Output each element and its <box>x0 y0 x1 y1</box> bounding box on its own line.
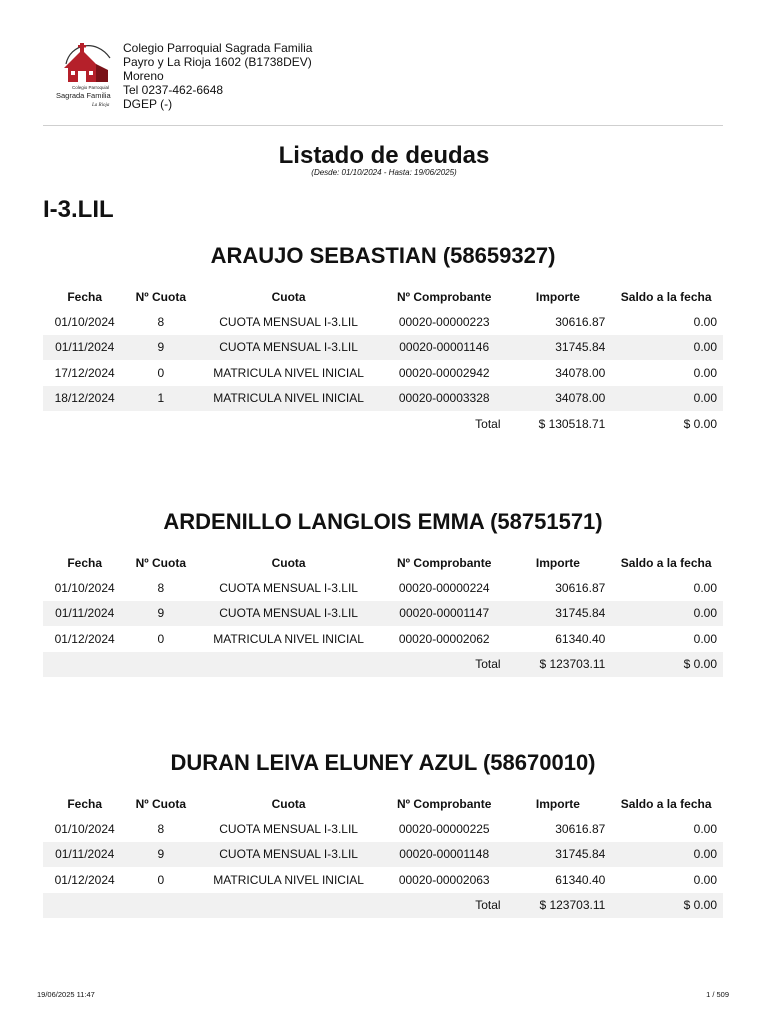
student-name: ARDENILLO LANGLOIS EMMA (58751571) <box>163 509 603 534</box>
column-header: Importe <box>535 797 580 811</box>
cell-importe: 61340.40 <box>555 872 606 887</box>
cell-cuota: CUOTA MENSUAL I-3.LIL <box>219 314 358 329</box>
cell-comprobante: 00020-00002063 <box>398 872 490 887</box>
cell-saldo: 0.00 <box>693 821 717 836</box>
school-info <box>123 41 312 111</box>
cell-fecha: 01/12/2024 <box>54 872 115 887</box>
cell-importe: 34078.00 <box>555 365 606 380</box>
table-row <box>43 842 723 868</box>
report-date-range: (Desde: 01/10/2024 - Hasta: 19/06/2025) <box>311 168 457 177</box>
column-header: Cuota <box>271 797 306 811</box>
cell-fecha: 01/11/2024 <box>43 601 126 627</box>
table-row <box>43 335 723 361</box>
total-row <box>43 411 723 437</box>
cell-saldo: 0.00 <box>609 335 723 361</box>
cell-saldo: 0.00 <box>693 365 717 380</box>
report-title: Listado de deudas <box>278 142 490 169</box>
total-label: Total <box>475 416 501 431</box>
total-label: Total <box>382 652 507 678</box>
school-phone: Tel 0237-462-6648 <box>123 83 224 97</box>
cell-comprobante: 00020-00002062 <box>398 631 490 646</box>
cell-num: 9 <box>126 335 195 361</box>
cell-num: 1 <box>126 386 195 412</box>
cell-fecha: 01/11/2024 <box>43 335 126 361</box>
table-header-row <box>43 285 723 309</box>
student-section <box>43 505 723 677</box>
cell-importe: 31745.84 <box>507 335 610 361</box>
svg-text:La Rioja: La Rioja <box>92 103 110 108</box>
cell-cuota: CUOTA MENSUAL I-3.LIL <box>219 580 358 595</box>
table-header-row <box>43 551 723 575</box>
print-datetime: 19/06/2025 11:47 <box>37 990 95 999</box>
cell-cuota: CUOTA MENSUAL I-3.LIL <box>195 335 382 361</box>
cell-importe: 34078.00 <box>507 386 610 412</box>
cell-comprobante: 00020-00000225 <box>398 821 490 836</box>
cell-fecha: 17/12/2024 <box>54 365 115 380</box>
table-row <box>43 575 723 601</box>
cell-num: 0 <box>157 872 165 887</box>
table-row <box>43 360 723 386</box>
cell-comprobante: 00020-00001147 <box>382 601 507 627</box>
cell-fecha: 01/11/2024 <box>43 842 126 868</box>
school-city: Moreno <box>123 69 164 83</box>
cell-cuota: CUOTA MENSUAL I-3.LIL <box>219 821 358 836</box>
column-header: Nº Cuota <box>135 290 187 304</box>
cell-num: 8 <box>157 314 165 329</box>
cell-num: 0 <box>157 365 165 380</box>
school-dgep: DGEP (-) <box>123 97 173 111</box>
student-section <box>43 239 723 437</box>
cell-fecha: 01/10/2024 <box>54 821 115 836</box>
column-header: Fecha <box>67 556 102 570</box>
student-name: ARAUJO SEBASTIAN (58659327) <box>210 243 556 268</box>
table-row <box>43 867 723 893</box>
cell-comprobante: 00020-00001146 <box>382 335 507 361</box>
student-section <box>43 746 723 918</box>
table-row <box>43 816 723 842</box>
document-header <box>52 40 732 114</box>
cell-cuota: CUOTA MENSUAL I-3.LIL <box>195 601 382 627</box>
cell-cuota: MATRICULA NIVEL INICIAL <box>195 386 382 412</box>
cell-saldo: 0.00 <box>693 631 717 646</box>
cell-importe: 31745.84 <box>507 842 610 868</box>
column-header: Nº Comprobante <box>397 797 492 811</box>
cell-importe: 30616.87 <box>555 821 606 836</box>
debt-table <box>43 551 723 677</box>
svg-text:Colegio Parroquial: Colegio Parroquial <box>72 85 110 90</box>
cell-num: 8 <box>157 580 165 595</box>
column-header: Saldo a la fecha <box>620 556 712 570</box>
cell-saldo: 0.00 <box>609 842 723 868</box>
table-row <box>43 626 723 652</box>
cell-saldo: 0.00 <box>609 386 723 412</box>
total-label: Total <box>382 893 507 919</box>
cell-saldo: 0.00 <box>693 314 717 329</box>
column-header: Cuota <box>271 556 306 570</box>
total-row <box>43 652 723 678</box>
debt-table <box>43 285 723 437</box>
column-header: Cuota <box>271 290 306 304</box>
cell-fecha: 01/10/2024 <box>54 580 115 595</box>
school-name: Colegio Parroquial Sagrada Familia <box>123 41 313 55</box>
column-header: Importe <box>535 290 580 304</box>
cell-comprobante: 00020-00001148 <box>382 842 507 868</box>
column-header: Saldo a la fecha <box>620 290 712 304</box>
cell-num: 9 <box>126 842 195 868</box>
school-logo <box>52 40 116 112</box>
table-row <box>43 309 723 335</box>
cell-comprobante: 00020-00000224 <box>398 580 490 595</box>
cell-cuota: MATRICULA NIVEL INICIAL <box>213 872 364 887</box>
cell-importe: 30616.87 <box>555 314 606 329</box>
header-divider <box>43 125 723 126</box>
school-address: Payro y La Rioja 1602 (B1738DEV) <box>123 55 312 69</box>
cell-saldo: 0.00 <box>693 580 717 595</box>
total-importe: $ 123703.11 <box>507 652 610 678</box>
column-header: Fecha <box>67 290 102 304</box>
cell-fecha: 01/12/2024 <box>54 631 115 646</box>
cell-cuota: CUOTA MENSUAL I-3.LIL <box>195 842 382 868</box>
total-importe: $ 123703.11 <box>507 893 610 919</box>
cell-cuota: MATRICULA NIVEL INICIAL <box>213 365 364 380</box>
debt-table <box>43 792 723 918</box>
table-row <box>43 386 723 412</box>
cell-comprobante: 00020-00003328 <box>382 386 507 412</box>
cell-num: 9 <box>126 601 195 627</box>
column-header: Nº Cuota <box>135 797 187 811</box>
column-header: Nº Comprobante <box>397 290 492 304</box>
table-row <box>43 601 723 627</box>
table-header-row <box>43 792 723 816</box>
cell-cuota: MATRICULA NIVEL INICIAL <box>213 631 364 646</box>
total-saldo: $ 0.00 <box>609 652 723 678</box>
cell-comprobante: 00020-00002942 <box>398 365 490 380</box>
column-header: Importe <box>535 556 580 570</box>
student-name: DURAN LEIVA ELUNEY AZUL (58670010) <box>170 750 596 775</box>
total-saldo: $ 0.00 <box>683 416 717 431</box>
column-header: Nº Comprobante <box>397 556 492 570</box>
column-header: Nº Cuota <box>135 556 187 570</box>
cell-fecha: 18/12/2024 <box>43 386 126 412</box>
cell-saldo: 0.00 <box>693 872 717 887</box>
column-header: Fecha <box>67 797 102 811</box>
cell-num: 8 <box>157 821 165 836</box>
cell-comprobante: 00020-00000223 <box>398 314 490 329</box>
svg-text:Sagrada Familia: Sagrada Familia <box>56 91 111 100</box>
column-header: Saldo a la fecha <box>620 797 712 811</box>
cell-num: 0 <box>157 631 165 646</box>
total-importe: $ 130518.71 <box>538 416 606 431</box>
total-row <box>43 893 723 919</box>
page-number: 1 / 509 <box>706 990 729 999</box>
cell-importe: 61340.40 <box>555 631 606 646</box>
cell-fecha: 01/10/2024 <box>54 314 115 329</box>
cell-importe: 31745.84 <box>507 601 610 627</box>
group-title: I-3.LIL <box>43 196 114 223</box>
cell-importe: 30616.87 <box>555 580 606 595</box>
cell-saldo: 0.00 <box>609 601 723 627</box>
total-saldo: $ 0.00 <box>609 893 723 919</box>
